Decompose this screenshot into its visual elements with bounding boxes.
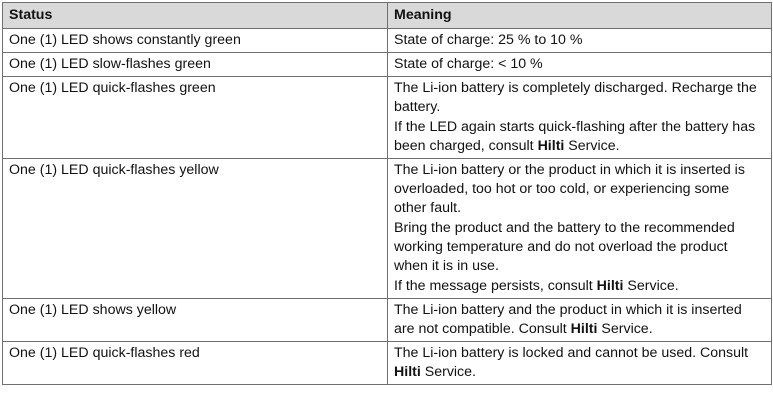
- status-cell: One (1) LED quick-flashes red: [3, 342, 388, 385]
- status-cell: One (1) LED quick-flashes yellow: [3, 159, 388, 299]
- table-row: [3, 299, 772, 342]
- meaning-paragraph: [394, 219, 765, 276]
- meaning-text: Service.: [564, 138, 620, 154]
- meaning-paragraph: [394, 55, 765, 74]
- table-row: [3, 159, 772, 299]
- meaning-paragraph: [394, 118, 765, 156]
- meaning-paragraph: [394, 31, 765, 50]
- meaning-text: The Li-ion battery is locked and cannot be used. Consult: [394, 345, 749, 361]
- table-row: [3, 29, 772, 53]
- meaning-cell: [388, 159, 772, 299]
- meaning-paragraph: [394, 344, 765, 382]
- status-cell: One (1) LED quick-flashes green: [3, 77, 388, 159]
- meaning-text: The Li-ion battery and the product in which it is inserted are not compatible. Consult: [394, 302, 742, 337]
- header-row: [3, 3, 772, 29]
- meaning-text: Bring the product and the battery to the recommended working temperature and do not overload the product when it is in use.: [394, 220, 735, 274]
- status-column-header: Status: [3, 3, 388, 29]
- table-row: [3, 342, 772, 385]
- meaning-text: The Li-ion battery is completely discharged. Recharge the battery.: [394, 80, 757, 115]
- meaning-text: The Li-ion battery or the product in which it is inserted is overloaded, too hot or too cold, or experiencing some other fault.: [394, 162, 745, 216]
- meaning-cell: [388, 342, 772, 385]
- table-body: [3, 29, 772, 385]
- meaning-cell: [388, 299, 772, 342]
- meaning-cell: [388, 77, 772, 159]
- status-cell: One (1) LED slow-flashes green: [3, 53, 388, 77]
- meaning-cell: [388, 29, 772, 53]
- meaning-text: State of charge: 25 % to 10 %: [394, 32, 583, 48]
- meaning-cell: [388, 53, 772, 77]
- table-row: [3, 53, 772, 77]
- meaning-paragraph: [394, 161, 765, 218]
- brand-name: Hilti: [537, 138, 565, 154]
- meaning-paragraph: [394, 79, 765, 117]
- meaning-text: Service.: [623, 278, 679, 294]
- brand-name: Hilti: [394, 364, 421, 380]
- table-row: [3, 77, 772, 159]
- led-status-table: [2, 2, 772, 385]
- meaning-text: Service.: [420, 364, 476, 380]
- table-header: [3, 3, 772, 29]
- meaning-text: State of charge: < 10 %: [394, 56, 543, 72]
- meaning-text: If the LED again starts quick-flashing after the battery has been charged, consult: [394, 119, 756, 154]
- brand-name: Hilti: [596, 278, 624, 294]
- brand-name: Hilti: [570, 321, 598, 337]
- meaning-text: Service.: [597, 321, 653, 337]
- meaning-paragraph: [394, 277, 765, 296]
- status-cell: One (1) LED shows yellow: [3, 299, 388, 342]
- meaning-text: If the message persists, consult: [394, 278, 597, 294]
- status-cell: One (1) LED shows constantly green: [3, 29, 388, 53]
- meaning-column-header: Meaning: [388, 3, 772, 29]
- meaning-paragraph: [394, 301, 765, 339]
